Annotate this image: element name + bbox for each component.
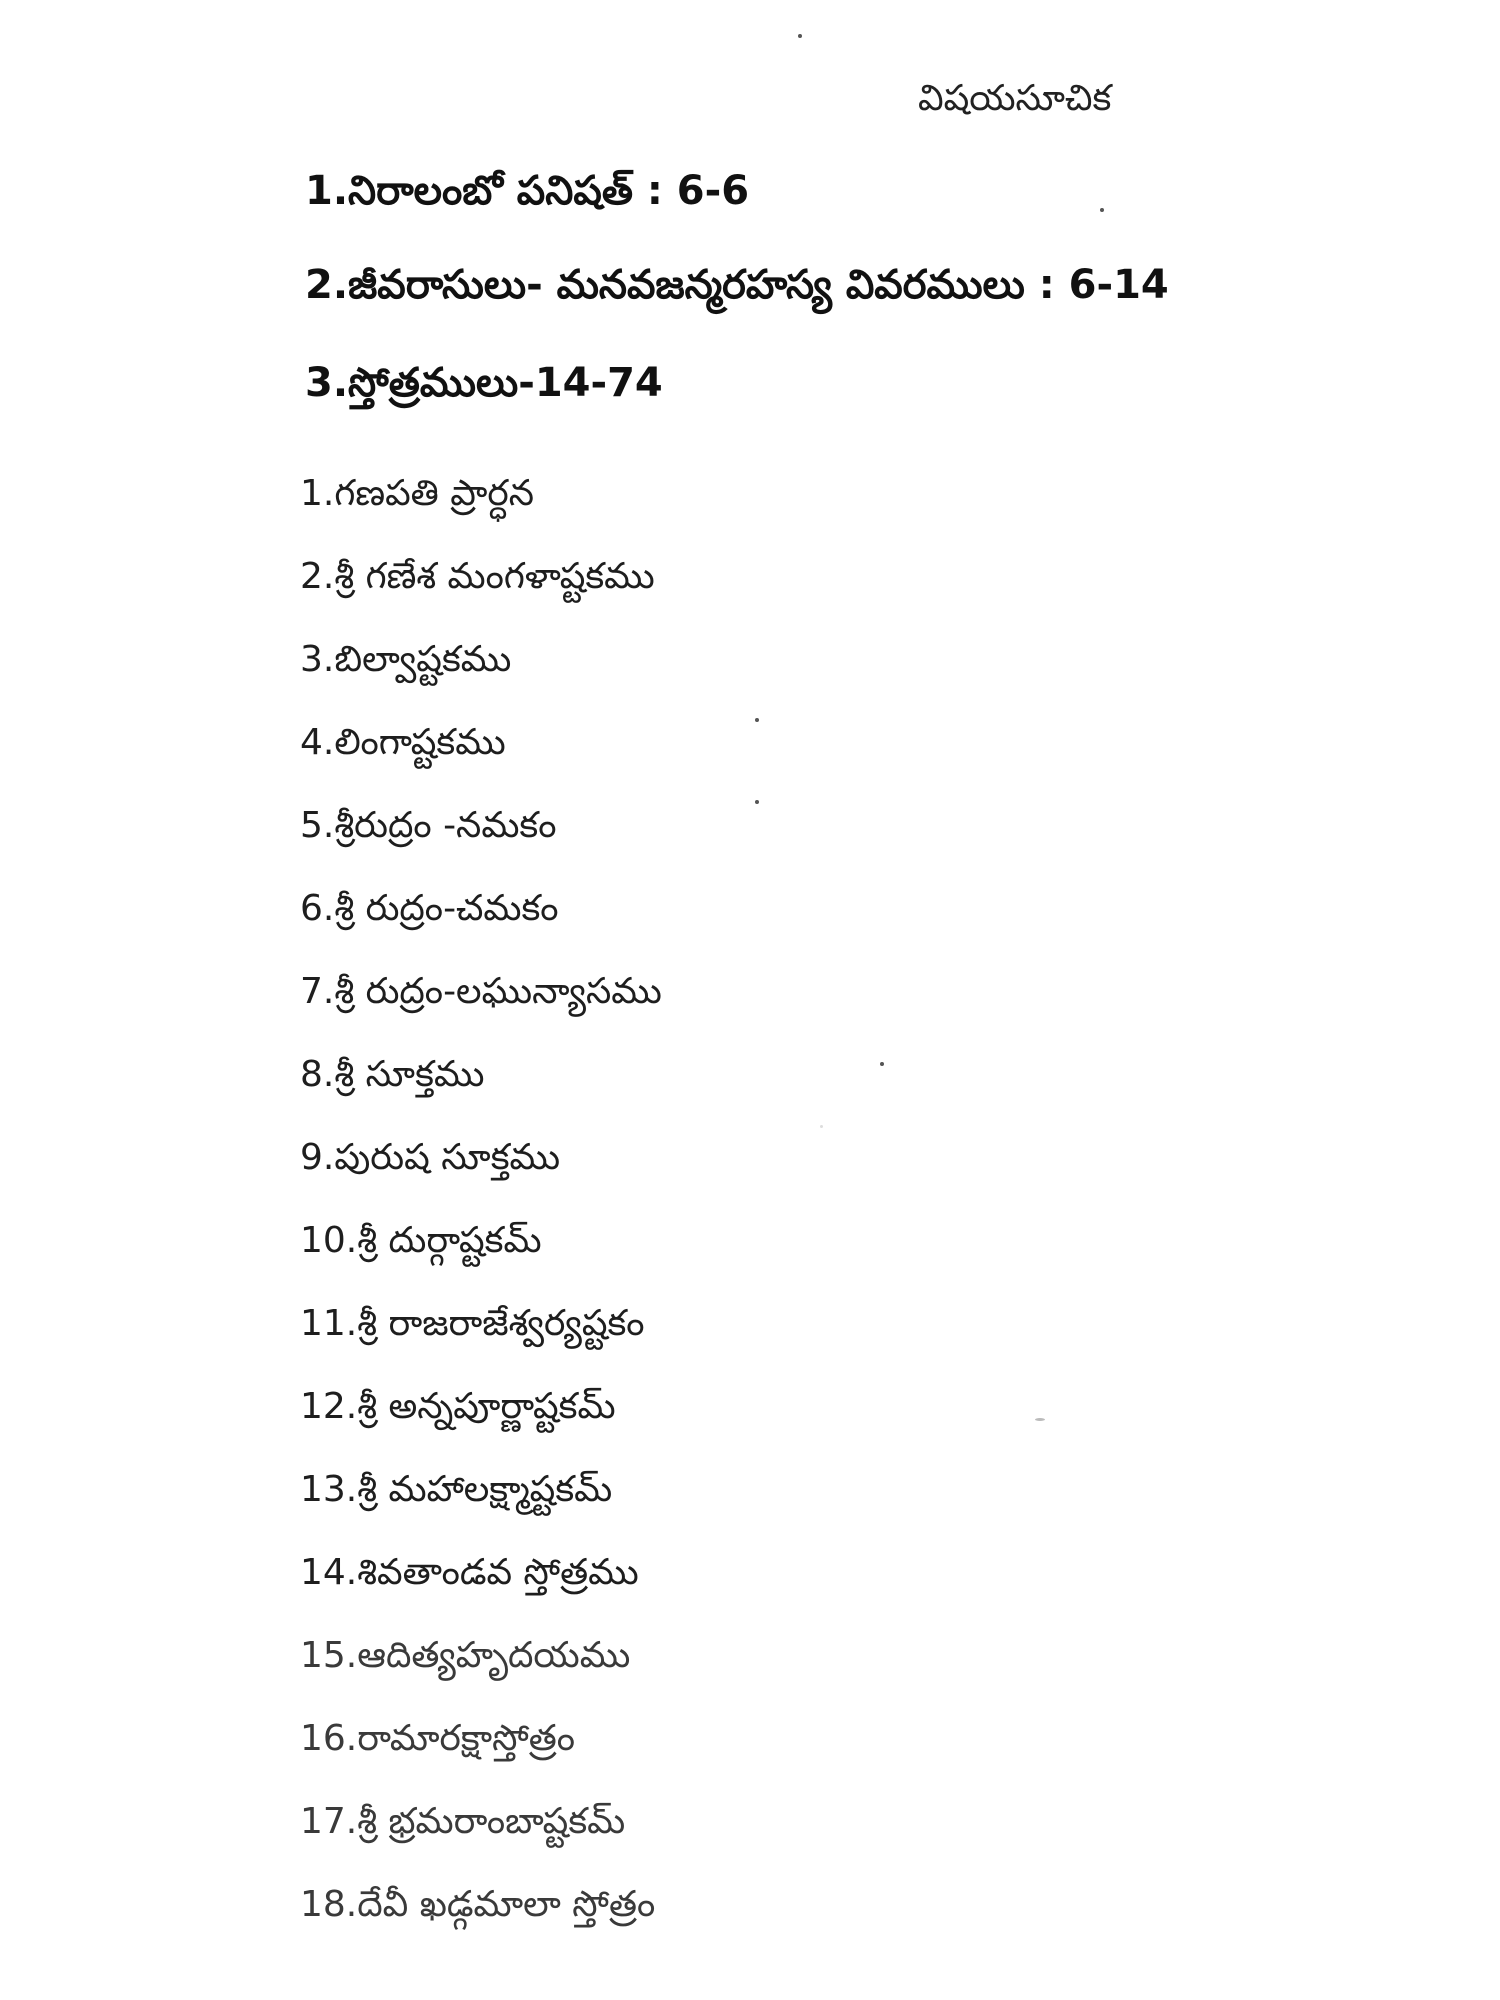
list-item: 13.శ్రీ మహాలక్ష్మాష్టకమ్ — [300, 1469, 613, 1510]
scan-speck — [755, 718, 759, 722]
list-item: 7.శ్రీ రుద్రం-లఘున్యాసము — [300, 971, 662, 1012]
list-item: 9.పురుష సూక్తము — [300, 1137, 561, 1178]
section-heading-1: 1.నిరాలంబో పనిషత్ : 6-6 — [305, 168, 750, 214]
list-item: 15.ఆదిత్యహృదయము — [300, 1635, 631, 1676]
scan-speck — [1100, 208, 1104, 212]
document-title: విషయసూచిక — [918, 78, 1112, 119]
list-item: 12.శ్రీ అన్నపూర్ణాష్టకమ్ — [300, 1386, 616, 1427]
list-item: 14.శివతాండవ స్తోత్రము — [300, 1552, 639, 1593]
list-item: 10.శ్రీ దుర్గాష్టకమ్ — [300, 1220, 542, 1261]
list-item: 17.శ్రీ భ్రమరాంబాష్టకమ్ — [300, 1801, 626, 1842]
scan-speck — [1035, 1418, 1045, 1421]
list-item: 16.రామారక్షాస్తోత్రం — [300, 1718, 575, 1759]
scan-speck — [820, 1125, 823, 1128]
list-item: 3.బిల్వాష్టకము — [300, 639, 512, 680]
stotra-list — [300, 452, 662, 1946]
scan-speck — [755, 800, 759, 804]
list-item: 18.దేవీ ఖడ్గమాలా స్తోత్రం — [300, 1884, 656, 1925]
list-item: 5.శ్రీరుద్రం -నమకం — [300, 805, 557, 846]
section-heading-2: 2.జీవరాసులు- మనవజన్మరహస్య వివరములు : 6-14 — [305, 262, 1169, 308]
list-item: 2.శ్రీ గణేశ మంగళాష్టకము — [300, 556, 655, 597]
list-item: 11.శ్రీ రాజరాజేశ్వర్యష్టకం — [300, 1303, 645, 1344]
list-item: 6.శ్రీ రుద్రం-చమకం — [300, 888, 559, 929]
list-item: 4.లింగాష్టకము — [300, 722, 506, 763]
section-heading-3: 3.స్తోత్రములు-14-74 — [305, 360, 663, 406]
list-item: 1.గణపతి ప్రార్ధన — [300, 473, 534, 514]
scan-speck — [880, 1062, 884, 1066]
list-item: 8.శ్రీ సూక్తము — [300, 1054, 485, 1095]
scan-speck — [798, 34, 802, 38]
